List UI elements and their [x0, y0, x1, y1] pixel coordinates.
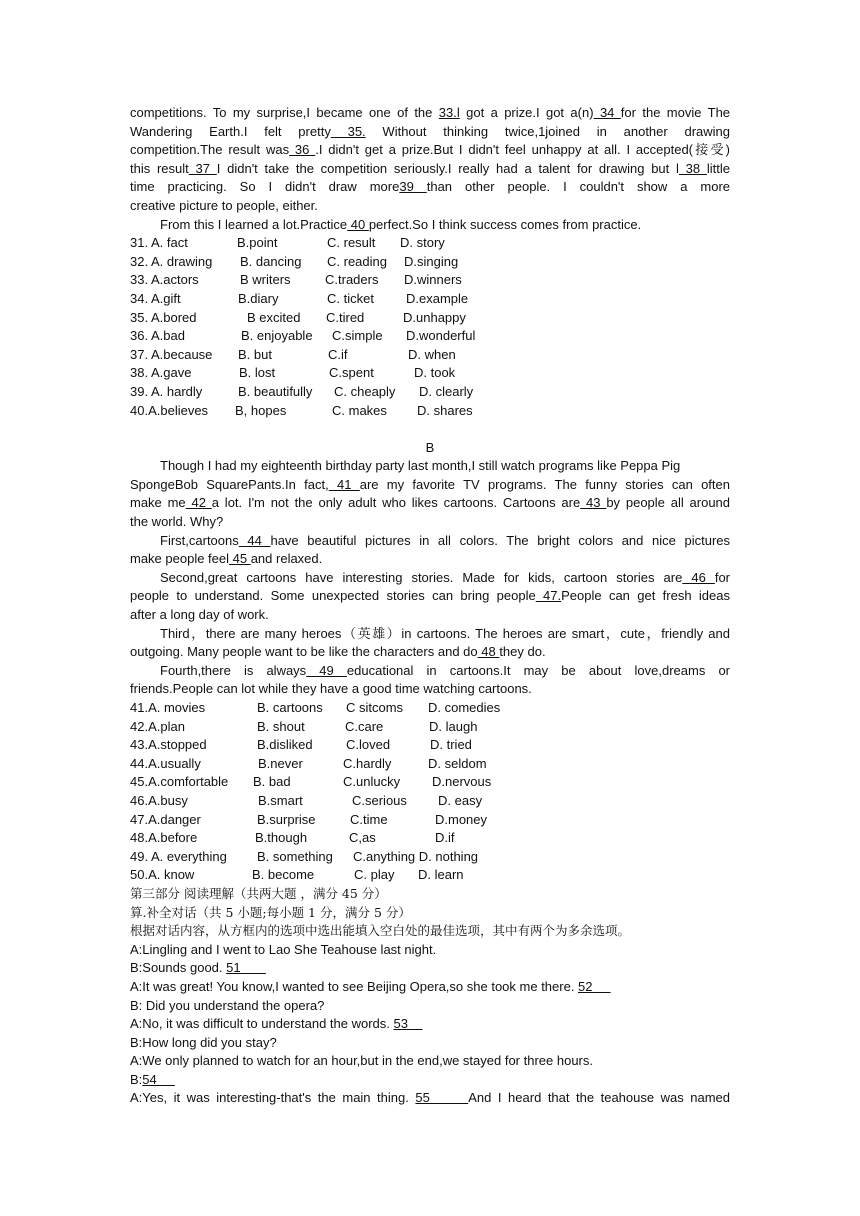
text: time practicing. So I didn't draw more — [130, 179, 400, 195]
text: creative picture to people, either. — [130, 197, 318, 213]
option-c: C.unlucky — [343, 774, 401, 790]
option-a: 46.A.busy — [130, 792, 188, 808]
option-b: B. lost — [239, 365, 276, 381]
blank-48: 48 — [477, 644, 500, 660]
option-d: D. took — [414, 365, 456, 381]
option-row-31 — [130, 234, 730, 253]
passage-b-p1-line-3 — [130, 494, 730, 513]
option-b: B. beautifully — [238, 383, 313, 399]
text: this result — [130, 160, 189, 176]
dialogue-line-9 — [130, 1089, 730, 1108]
option-d: D. when — [408, 346, 456, 362]
passage-b-p4-line-1 — [130, 625, 730, 644]
option-row-38 — [130, 364, 730, 383]
option-a: 40.A.believes — [130, 402, 209, 418]
option-d: D. shares — [417, 402, 473, 418]
option-d: D.unhappy — [403, 309, 466, 325]
option-row-40 — [130, 402, 730, 421]
text: competition.The result was — [130, 142, 290, 158]
blank-34: 34 — [593, 105, 621, 120]
option-b: B.diary — [238, 290, 279, 306]
option-c: C. reading — [327, 253, 387, 269]
text: after a long day of work. — [130, 607, 269, 623]
spacer — [130, 420, 730, 439]
option-c: C.anything D. nothing — [353, 848, 479, 864]
option-d: D. laugh — [429, 718, 478, 734]
text: for the movie The — [620, 105, 731, 120]
option-a: 49. A. everything — [130, 848, 227, 864]
option-b: B.smart — [258, 792, 303, 808]
text: Though I had my eighteenth birthday party last month,I still watch programs like Peppa Pig — [160, 458, 681, 474]
option-c: C.care — [345, 718, 384, 734]
text: friends.People can lot while they have a good time watching cartoons. — [130, 681, 532, 697]
blank-46: 46 — [682, 569, 715, 585]
dialogue-line-8 — [130, 1071, 730, 1090]
text: they do. — [499, 644, 546, 660]
passage-b-p3-line-1 — [130, 569, 730, 588]
option-b: B. cartoons — [257, 700, 323, 715]
option-c: C.traders — [325, 272, 379, 288]
passage-a-line-2 — [130, 123, 730, 142]
passage-a — [130, 104, 730, 234]
text: little — [706, 160, 731, 176]
option-c: C. play — [354, 867, 395, 883]
text: B: — [130, 1071, 143, 1087]
option-d: D. learn — [418, 867, 464, 883]
option-b: B. become — [252, 867, 315, 883]
option-row-34 — [130, 290, 730, 309]
blank-35: 35. — [330, 123, 366, 139]
text: people to understand. Some unexpected stories can bring people — [130, 588, 536, 604]
option-row-48 — [130, 829, 730, 848]
part-3-title: 第三部分 阅读理解（共两大题 ，满分 45 分） — [130, 885, 387, 901]
blank-47: 47. — [535, 588, 562, 604]
passage-a-line-3 — [130, 141, 730, 160]
option-row-33 — [130, 271, 730, 290]
option-b: B. bad — [253, 774, 291, 790]
part-3-subtitle: 算.补全对话（共 5 小题;每小题 1 分，满分 5 分） — [130, 904, 411, 920]
passage-b-p1-line-1 — [130, 457, 730, 476]
option-row-32 — [130, 253, 730, 272]
option-row-35 — [130, 309, 730, 328]
option-a: 39. A. hardly — [130, 383, 203, 399]
passage-b — [130, 457, 730, 699]
text: B: Did you understand the opera? — [130, 997, 325, 1013]
text: From this I learned a lot.Practice — [160, 216, 348, 232]
blank-49: 49 — [306, 662, 347, 678]
text: A:Lingling and I went to Lao She Teahouse last night. — [130, 941, 437, 957]
passage-b-p2-line-1 — [130, 532, 730, 551]
option-c: C.if — [328, 346, 348, 362]
option-a: 41.A. movies — [130, 700, 206, 715]
option-a: 35. A.bored — [130, 309, 197, 325]
blank-43: 43 — [580, 495, 607, 511]
text: than other people. I couldn't show a more — [426, 179, 730, 195]
option-b: B. shout — [257, 718, 305, 734]
blank-38: 38 — [678, 160, 707, 176]
dialogue-line-6 — [130, 1034, 730, 1053]
passage-b-p5-line-2 — [130, 680, 730, 699]
option-b: B, hopes — [235, 402, 287, 418]
passage-a-line-6 — [130, 197, 730, 216]
text: A:No, it was difficult to understand the words. — [130, 1016, 394, 1032]
text: competitions. To my surprise,I became one of the — [130, 105, 439, 120]
text: a lot. I'm not the only adult who likes cartoons. Cartoons are — [211, 495, 581, 511]
option-c: C.serious — [352, 792, 407, 808]
option-row-41 — [130, 699, 730, 718]
text: Fourth,there is always — [160, 662, 307, 678]
option-d: D.wonderful — [406, 328, 476, 344]
option-d: D. seldom — [428, 755, 487, 771]
text: B:Sounds good. — [130, 960, 227, 976]
option-c: C.spent — [329, 365, 374, 381]
passage-b-p1-line-2 — [130, 476, 730, 495]
option-c: C.simple — [332, 328, 383, 344]
option-a: 34. A.gift — [130, 290, 181, 306]
option-b: B.disliked — [257, 737, 313, 753]
option-c: C.hardly — [343, 755, 392, 771]
option-a: 50.A. know — [130, 867, 195, 883]
option-a: 44.A.usually — [130, 755, 201, 771]
option-b: B.surprise — [257, 811, 316, 827]
passage-a-line-5 — [130, 178, 730, 197]
option-row-47 — [130, 811, 730, 830]
option-b: B. dancing — [240, 253, 302, 269]
option-a: 31. A. fact — [130, 235, 188, 251]
option-a: 32. A. drawing — [130, 253, 213, 269]
passage-b-p2-line-2 — [130, 550, 730, 569]
dialogue-line-5 — [130, 1015, 730, 1034]
option-b: B writers — [240, 272, 291, 288]
option-c: C,as — [349, 830, 376, 846]
option-c: C sitcoms — [346, 700, 404, 715]
document-page — [130, 104, 730, 1108]
option-row-45 — [130, 773, 730, 792]
option-d: D.money — [435, 811, 488, 827]
text: educational in cartoons.It may be about love,dreams or — [346, 662, 730, 678]
option-a: 48.A.before — [130, 830, 198, 846]
text: make me — [130, 495, 186, 511]
blank-40: 40 — [347, 216, 369, 232]
option-d: D.example — [406, 290, 469, 306]
text: Without thinking twice,1joined in another drawing — [365, 123, 731, 139]
option-b: B.point — [237, 235, 278, 251]
blank-55: 55 — [415, 1090, 469, 1106]
option-row-43 — [130, 736, 730, 755]
passage-b-p4-line-2 — [130, 643, 730, 662]
text: A:Yes, it was interesting-that's the main thing. — [130, 1090, 416, 1106]
text: I didn't take the competition seriously.I really had a talent for drawing but l — [216, 160, 679, 176]
text: And I heard that the teahouse was named — [468, 1090, 731, 1106]
option-a: 45.A.comfortable — [130, 774, 229, 790]
dialogue-line-3 — [130, 978, 730, 997]
option-d: D.singing — [404, 253, 459, 269]
option-row-50 — [130, 866, 730, 885]
passage-b-p3-line-2 — [130, 587, 730, 606]
option-a: 42.A.plan — [130, 718, 185, 734]
part-3 — [130, 885, 730, 1108]
option-row-39 — [130, 383, 730, 402]
text: Wandering Earth.I felt pretty — [130, 123, 331, 139]
passage-a-line-4 — [130, 160, 730, 179]
passage-b-p3-line-3 — [130, 606, 730, 625]
option-b: B. enjoyable — [241, 328, 313, 344]
option-c: C.time — [350, 811, 388, 827]
option-a: 38. A.gave — [130, 365, 192, 381]
blank-51: 51 — [226, 960, 266, 976]
option-row-46 — [130, 792, 730, 811]
option-d: D. easy — [438, 792, 483, 808]
blank-36: 36 — [289, 142, 316, 158]
option-c: C. result — [327, 235, 376, 251]
dialogue-line-1 — [130, 941, 730, 960]
option-a: 37. A.because — [130, 346, 213, 362]
text: for — [714, 569, 730, 585]
passage-a-conclusion — [130, 216, 730, 235]
option-c: C.loved — [346, 737, 391, 753]
text: .I didn't get a prize.But I didn't feel unhappy at all. I accepted(接受) — [315, 142, 731, 158]
option-row-42 — [130, 718, 730, 737]
text: People can get fresh ideas — [561, 588, 730, 604]
blank-54: 54 — [142, 1071, 175, 1087]
blank-44: 44 — [238, 532, 271, 548]
blank-45: 45 — [229, 551, 251, 567]
text: have beautiful pictures in all colors. The bright colors and nice pictures — [270, 532, 731, 548]
options-b — [130, 699, 730, 885]
option-d: D. comedies — [428, 700, 501, 715]
option-row-49 — [130, 848, 730, 867]
passage-b-p5-line-1 — [130, 662, 730, 681]
option-c: C. cheaply — [334, 383, 396, 399]
text: got a prize.I got a(n) — [459, 105, 594, 120]
option-a: 36. A.bad — [130, 328, 185, 344]
option-a: 43.A.stopped — [130, 737, 207, 753]
option-d: D.if — [435, 830, 455, 846]
blank-41: 41 — [328, 476, 360, 492]
option-b: B.though — [255, 830, 308, 846]
option-c: C. ticket — [327, 290, 374, 306]
text: perfect.So I think success comes from practice. — [368, 216, 642, 232]
blank-42: 42 — [185, 495, 212, 511]
text: make people feel — [130, 551, 230, 567]
option-row-36 — [130, 327, 730, 346]
text: the world. Why? — [130, 514, 224, 530]
text: by people all around — [606, 495, 731, 511]
option-c: C. makes — [332, 402, 387, 418]
option-b: B. but — [238, 346, 272, 362]
option-d: D. tried — [430, 737, 472, 753]
text: Third，there are many heroes（英雄）in cartoons. The heroes are smart，cute，friendly and — [160, 625, 730, 641]
blank-39: 39 — [399, 179, 427, 195]
options-a — [130, 234, 730, 420]
text: A:It was great! You know,I wanted to see Beijing Opera,so she took me there. — [130, 978, 579, 994]
text: Second,great cartoons have interesting stories. Made for kids, cartoon stories are — [160, 569, 683, 585]
option-b: B excited — [247, 309, 301, 325]
option-d: D. story — [400, 235, 445, 251]
option-c: C.tired — [326, 309, 365, 325]
blank-33: 33.l — [438, 105, 460, 120]
option-d: D. clearly — [419, 383, 474, 399]
text: are my favorite TV programs. The funny stories can often — [359, 476, 730, 492]
option-b: B.never — [258, 755, 303, 771]
part-3-instruction: 根据对话内容，从方框内的选项中选出能填入空白处的最佳选项，其中有两个为多余选项。 — [130, 923, 631, 939]
option-row-37 — [130, 346, 730, 365]
option-a: 33. A.actors — [130, 272, 199, 288]
blank-37: 37 — [188, 160, 217, 176]
passage-b-p1-line-4 — [130, 513, 730, 532]
text: and relaxed. — [250, 551, 323, 567]
dialogue-line-4 — [130, 997, 730, 1016]
section-b-heading: B — [425, 439, 435, 455]
text: First,cartoons — [160, 532, 239, 548]
option-row-44 — [130, 755, 730, 774]
option-d: D.nervous — [432, 774, 492, 790]
dialogue-line-7 — [130, 1052, 730, 1071]
text: SpongeBob SquarePants.In fact, — [130, 476, 329, 492]
dialogue-line-2 — [130, 959, 730, 978]
text: A:We only planned to watch for an hour,but in the end,we stayed for three hours. — [130, 1053, 593, 1069]
text: B:How long did you stay? — [130, 1034, 277, 1050]
blank-52: 52 — [578, 978, 611, 994]
option-a: 47.A.danger — [130, 811, 201, 827]
text: outgoing. Many people want to be like the characters and do — [130, 644, 478, 660]
blank-53: 53 — [393, 1016, 423, 1032]
passage-a-line-1 — [130, 104, 730, 123]
option-d: D.winners — [404, 272, 462, 288]
option-b: B. something — [257, 848, 333, 864]
